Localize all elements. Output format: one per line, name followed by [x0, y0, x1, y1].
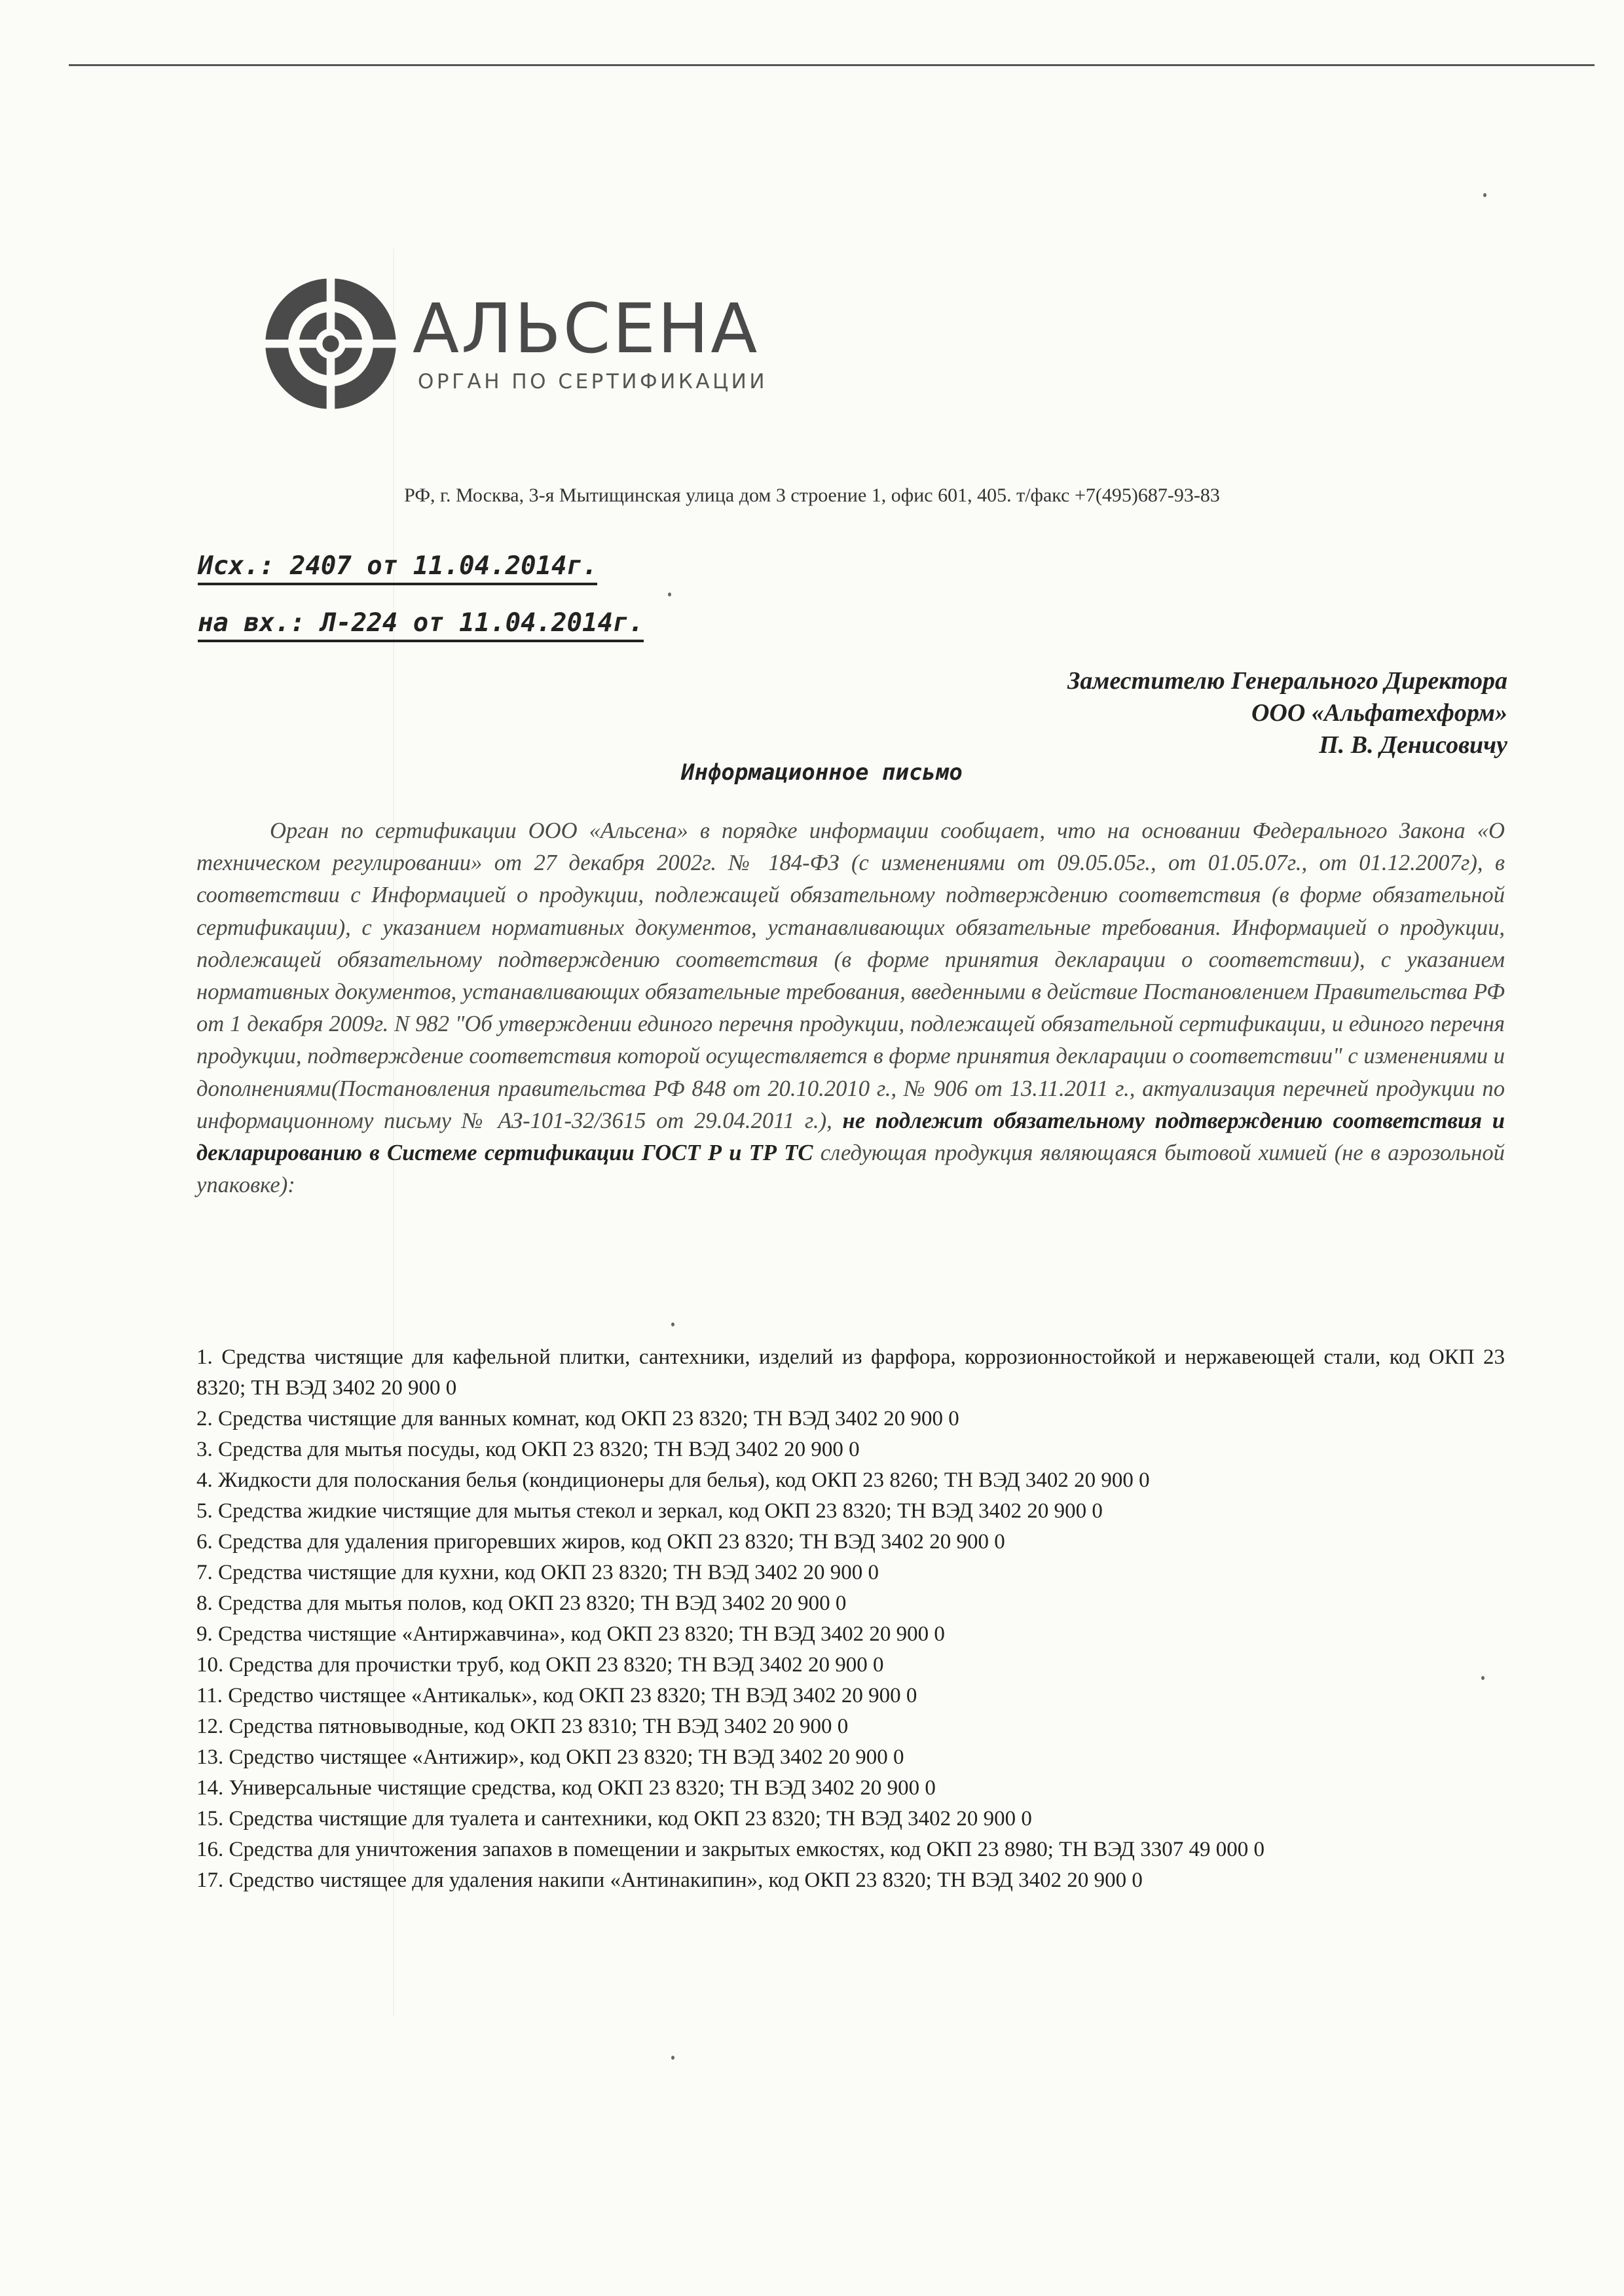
company-address: РФ, г. Москва, 3-я Мытищинская улица дом 3 строение 1, офис 601, 405. т/факс +7(495)687-93-83: [404, 484, 1220, 506]
body-tail-text: следующая продукция являющаяся бытовой химией (не в аэрозольной упаковке):: [196, 1140, 1505, 1198]
scan-speck: [671, 1322, 674, 1326]
product-list-item: 4. Жидкости для полоскания белья (кондиционеры для белья), код ОКП 23 8260; ТН ВЭД 3402 20 900 0: [196, 1468, 1150, 1492]
product-list-item: 15. Средства чистящие для туалета и сантехники, код ОКП 23 8320; ТН ВЭД 3402 20 900 0: [196, 1807, 1032, 1831]
product-list-item: 14. Универсальные чистящие средства, код ОКП 23 8320; ТН ВЭД 3402 20 900 0: [196, 1776, 936, 1800]
product-list-item: 8. Средства для мытья полов, код ОКП 23 8320; ТН ВЭД 3402 20 900 0: [196, 1592, 847, 1615]
logo-emblem-icon: [262, 275, 399, 412]
body-bold-statement: не подлежит обязательному подтверждению соответствия и декларированию в Системе сертификации ГОСТ Р и ТР ТС: [196, 1108, 1505, 1166]
logo-subtitle: ОРГАН ПО СЕРТИФИКАЦИИ: [418, 370, 768, 393]
scan-speck: [671, 2056, 674, 2060]
incoming-reference: на вх.: Л-224 от 11.04.2014г.: [198, 610, 644, 642]
product-list-item: 9. Средства чистящие «Антиржавчина», код ОКП 23 8320; ТН ВЭД 3402 20 900 0: [196, 1622, 945, 1646]
logo-wordmark: АЛЬСЕНА: [413, 289, 760, 369]
product-list-item: 10. Средства для прочистки труб, код ОКП 23 8320; ТН ВЭД 3402 20 900 0: [196, 1653, 884, 1677]
addressee-block: [1067, 665, 1507, 761]
product-list-item: 13. Средство чистящее «Антижир», код ОКП 23 8320; ТН ВЭД 3402 20 900 0: [196, 1745, 904, 1769]
addressee-company: ООО «Альфатехформ»: [1251, 699, 1507, 727]
scan-speck: [1481, 1676, 1485, 1680]
scan-speck: [1483, 193, 1486, 197]
top-border-line: [69, 64, 1595, 66]
letter-body: [196, 815, 1505, 1201]
product-list-item: 12. Средства пятновыводные, код ОКП 23 8310; ТН ВЭД 3402 20 900 0: [196, 1715, 849, 1738]
product-list-item: 5. Средства жидкие чистящие для мытья стекол и зеркал, код ОКП 23 8320; ТН ВЭД 3402 20 900 0: [196, 1499, 1103, 1523]
addressee-position: Заместителю Генерального Директора: [1067, 667, 1507, 695]
product-list-item: 2. Средства чистящие для ванных комнат, код ОКП 23 8320; ТН ВЭД 3402 20 900 0: [196, 1407, 959, 1430]
product-list-item: 7. Средства чистящие для кухни, код ОКП 23 8320; ТН ВЭД 3402 20 900 0: [196, 1561, 879, 1584]
outgoing-reference: Исх.: 2407 от 11.04.2014г.: [198, 553, 597, 585]
product-list-item: 1. Средства чистящие для кафельной плитки, сантехники, изделий из фарфора, коррозионностойкой и нержавеющей стали, код ОКП 23 8320; ТН ВЭД 3402 20 900 0: [196, 1345, 1505, 1400]
product-list-item: 3. Средства для мытья посуды, код ОКП 23 8320; ТН ВЭД 3402 20 900 0: [196, 1438, 860, 1461]
product-list-item: 17. Средство чистящее для удаления накипи «Антинакипин», код ОКП 23 8320; ТН ВЭД 3402 20 900 0: [196, 1868, 1143, 1892]
company-logo: [262, 275, 799, 439]
body-main-text: Орган по сертификации ООО «Альсена» в порядке информации сообщает, что на основании Федерального Закона «О техническом регулировании» от 27 декабря 2002г. № 184-ФЗ (с изменениями от 09.05.05г., от 01.05.07г., от 01.12.2007г), в соответствии с Информацией о продукции, подлежащей обязательному подтверждению соответствия (в форме обязательной сертификации), с указанием нормативных документов, устанавливающих обязательные требования. Информацией о продукции, подлежащей обязательному подтверждению соответствия (в форме принятия декларации о соответствии), с указанием нормативных документов, устанавливающих обязательные требования, введенными в действие Постановлением Правительства РФ от 1 декабря 2009г. N 982 "Об утверждении единого перечня продукции, подлежащей обязательной сертификации, и единого перечня продукции, подтверждение соответствия которой осуществляется в форме принятия декларации о соответствии" с изменениями и дополнениями(Постановления правительства РФ 848 от 20.10.2010 г., № 906 от 13.11.2011 г., актуализация перечней продукции по информационному письму № АЗ-101-32/3615 от 29.04.2011 г.),: [196, 818, 1505, 1133]
scan-speck: [668, 592, 671, 596]
letter-title: Информационное письмо: [681, 759, 963, 786]
product-list-item: 6. Средства для удаления пригоревших жиров, код ОКП 23 8320; ТН ВЭД 3402 20 900 0: [196, 1530, 1005, 1554]
product-list-item: 16. Средства для уничтожения запахов в помещении и закрытых емкостях, код ОКП 23 8980; ТН ВЭД 3307 49 000 0: [196, 1838, 1264, 1861]
product-list-item: 11. Средство чистящее «Антикальк», код ОКП 23 8320; ТН ВЭД 3402 20 900 0: [196, 1684, 917, 1707]
product-list: [196, 1342, 1505, 1896]
addressee-name: П. В. Денисовичу: [1319, 731, 1507, 759]
